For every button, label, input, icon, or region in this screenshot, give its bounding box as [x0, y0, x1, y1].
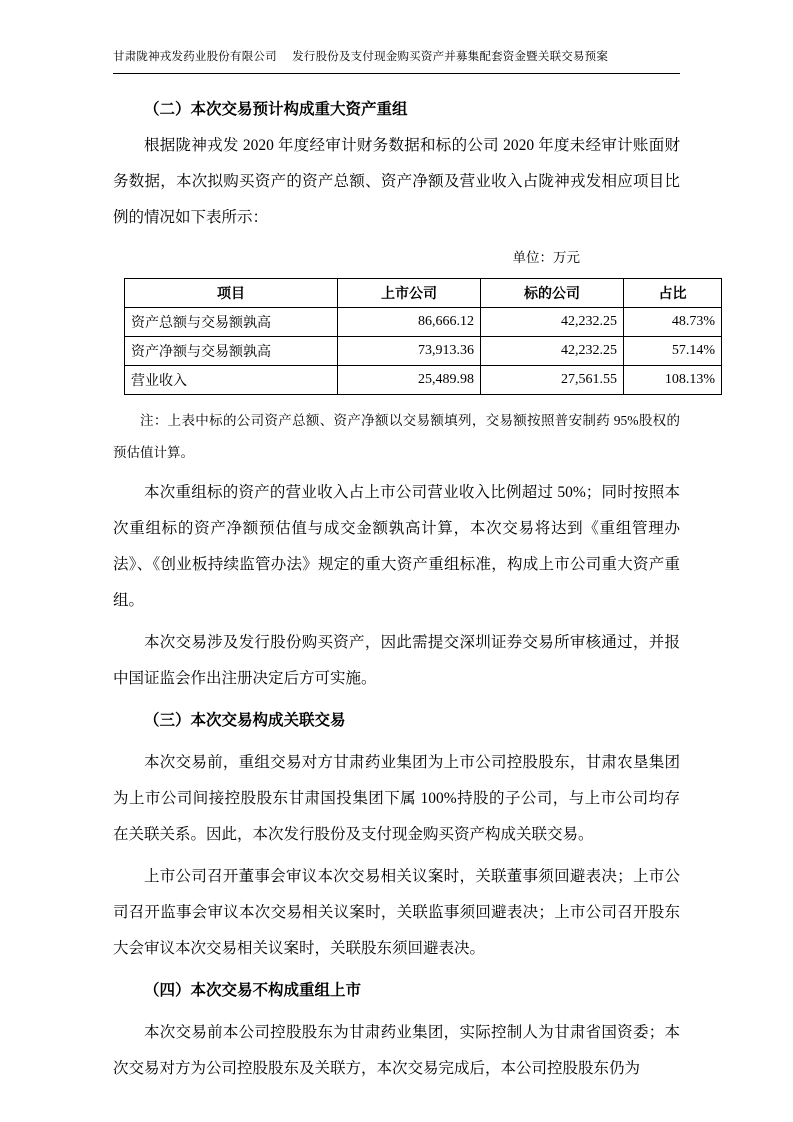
table-cell-item: 营业收入	[125, 366, 338, 395]
ratio-table	[124, 278, 722, 395]
table-note: 注：上表中标的公司资产总额、资产净额以交易额填列，交易额按照普安制药 95%股权的预估值计算。	[113, 413, 680, 460]
header-divider	[113, 73, 680, 74]
header-company: 甘肃陇神戎发药业股份有限公司	[113, 51, 277, 63]
table-cell-target: 42,232.25	[481, 308, 624, 337]
table-cell-listed: 25,489.98	[338, 366, 481, 395]
table-cell-ratio: 108.13%	[624, 366, 722, 395]
section-heading-4: （四）本次交易不构成重组上市	[144, 982, 362, 999]
table-col-target: 标的公司	[481, 279, 624, 308]
table-row	[125, 337, 722, 366]
body-paragraph-5: 本次交易前本公司控股股东为甘肃药业集团，实际控制人为甘肃省国资委；本次交易对方为公司控股股东及关联方，本次交易完成后，本公司控股股东仍为	[113, 1024, 680, 1077]
table-cell-target: 42,232.25	[481, 337, 624, 366]
body-paragraph-1: 本次重组标的资产的营业收入占上市公司营业收入比例超过 50%；同时按照本次重组标的资产净额预估值与成交金额孰高计算，本次交易将达到《重组管理办法》、《创业板持续监管办法》规定的重大资产重组标准，构成上市公司重大资产重组。	[113, 484, 680, 609]
body-paragraph-2: 本次交易涉及发行股份购买资产，因此需提交深圳证券交易所审核通过，并报中国证监会作出注册决定后方可实施。	[113, 634, 680, 687]
section-heading-2: （二）本次交易预计构成重大资产重组	[144, 101, 408, 118]
table-col-item: 项目	[125, 279, 338, 308]
table-col-ratio: 占比	[624, 279, 722, 308]
table-col-listed: 上市公司	[338, 279, 481, 308]
page-content	[113, 92, 715, 1087]
table-cell-listed: 86,666.12	[338, 308, 481, 337]
body-paragraph-4: 上市公司召开董事会审议本次交易相关议案时，关联董事须回避表决；上市公司召开监事会审议本次交易相关议案时，关联监事须回避表决；上市公司召开股东大会审议本次交易相关议案时，关联股东须回避表决。	[113, 868, 680, 957]
table-cell-item: 资产净额与交易额孰高	[125, 337, 338, 366]
table-row	[125, 308, 722, 337]
header-doc-title: 发行股份及支付现金购买资产并募集配套资金暨关联交易预案	[292, 51, 609, 63]
table-cell-ratio: 48.73%	[624, 308, 722, 337]
table-cell-item: 资产总额与交易额孰高	[125, 308, 338, 337]
table-cell-ratio: 57.14%	[624, 337, 722, 366]
table-cell-listed: 73,913.36	[338, 337, 481, 366]
page-header	[113, 48, 680, 64]
section-2-paragraph-1: 根据陇神戎发 2020 年度经审计财务数据和标的公司 2020 年度未经审计账面财务数据，本次拟购买资产的资产总额、资产净额及营业收入占陇神戎发相应项目比例的情况如下表所示：	[113, 137, 680, 226]
table-row	[125, 366, 722, 395]
body-paragraph-3: 本次交易前，重组交易对方甘肃药业集团为上市公司控股股东，甘肃农垦集团为上市公司间接控股股东甘肃国投集团下属 100%持股的子公司，与上市公司均存在关联关系。因此，本次发行股份及支付现金购买资产构成关联交易。	[113, 754, 680, 843]
table-cell-target: 27,561.55	[481, 366, 624, 395]
table-header-row	[125, 279, 722, 308]
section-heading-3: （三）本次交易构成关联交易	[144, 712, 346, 729]
table-unit-label: 单位：万元	[512, 250, 580, 265]
